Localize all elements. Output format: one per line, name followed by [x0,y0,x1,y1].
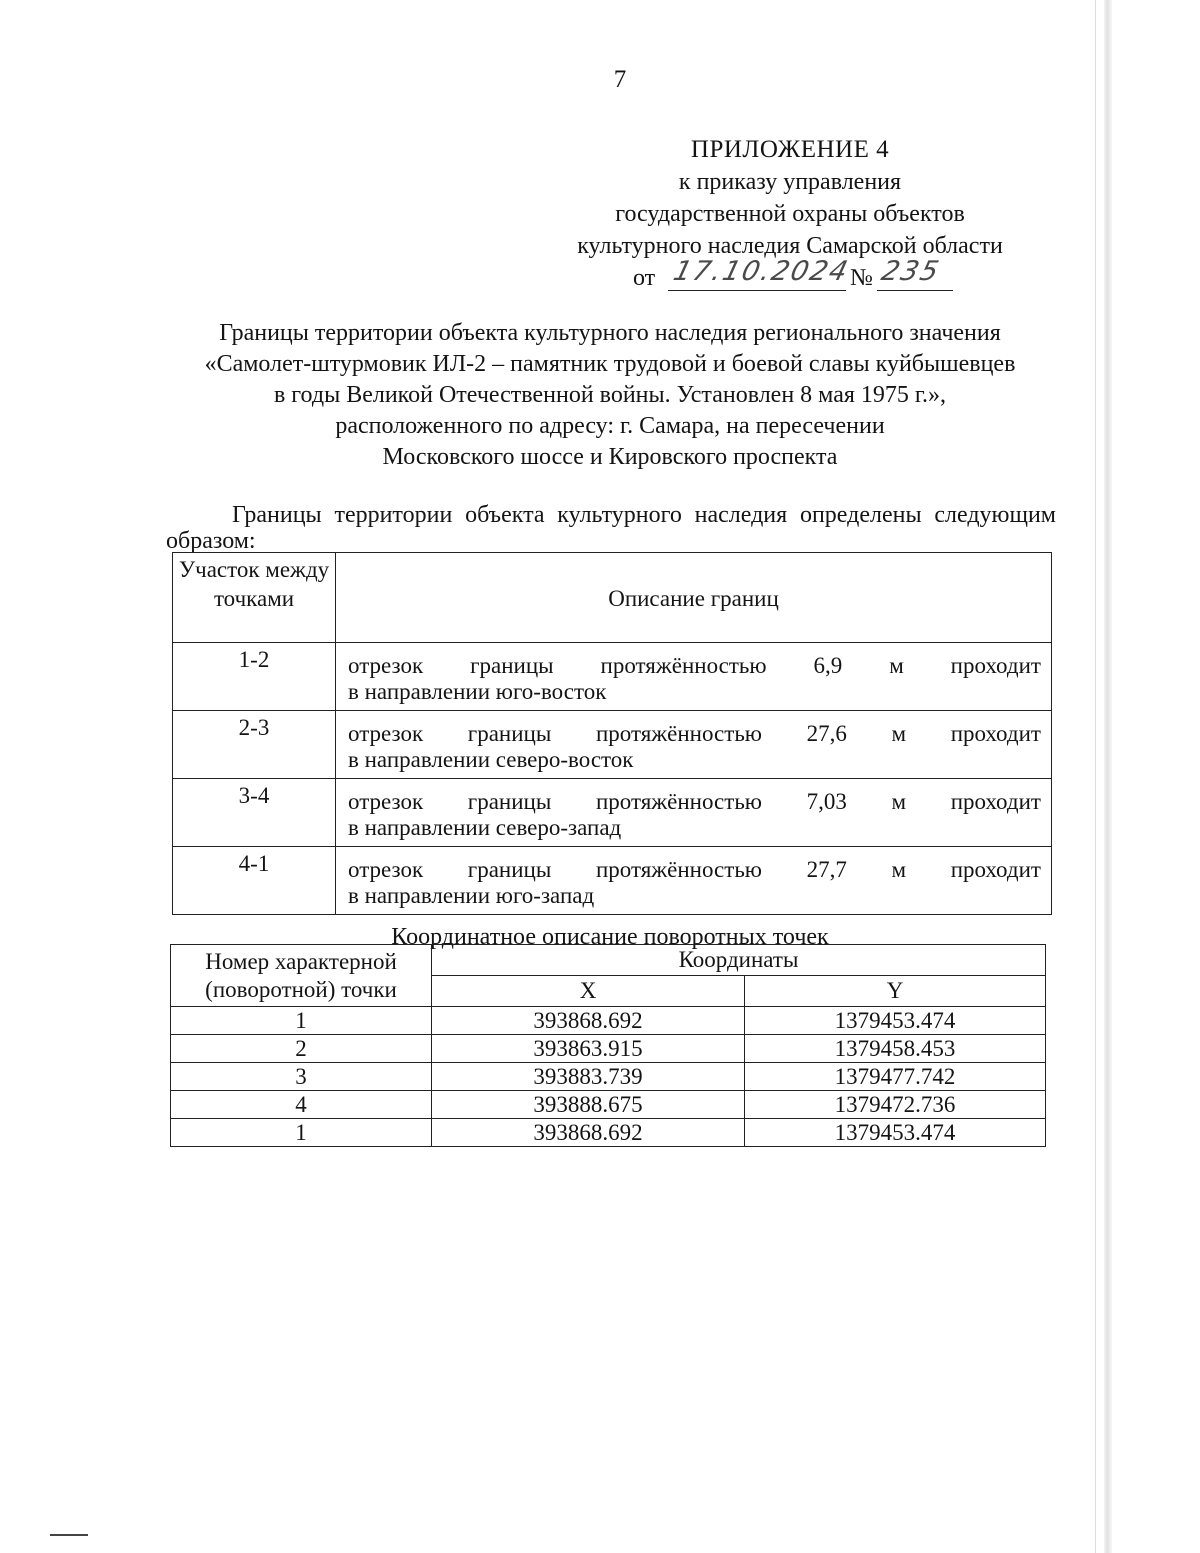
length-unit: м [889,653,904,678]
scan-edge-shadow [1104,0,1112,1553]
coordinate-row [171,1119,1046,1147]
y-column-header: Y [745,976,1046,1007]
boundary-row [173,847,1052,915]
heading-line-4: расположенного по адресу: г. Самара, на пересечении [335,413,885,439]
desc-word: границы [470,653,554,678]
point-header-line-1: Номер характерной [205,948,397,974]
y-coordinate-cell: 1379453.474 [745,1119,1046,1147]
boundary-row [173,779,1052,847]
point-column-header [171,945,432,1007]
desc-word: проходит [950,789,1041,814]
description-first-line [348,857,1041,883]
direction-text: в направлении северо-запад [348,815,622,840]
desc-word: границы [467,789,552,814]
coordinate-row [171,1091,1046,1119]
desc-word: отрезок [348,721,424,746]
description-cell [336,711,1052,779]
point-number-cell: 1 [171,1119,432,1147]
desc-word: отрезок [348,653,424,678]
x-coordinate-cell: 393868.692 [432,1119,745,1147]
scan-edge-line [1095,0,1096,1553]
appendix-block [540,134,1040,296]
y-coordinate-cell: 1379472.736 [745,1091,1046,1119]
description-cell [336,847,1052,915]
desc-word: протяжённостью [595,789,762,814]
order-date-line [540,256,1040,296]
length-unit: м [891,857,907,882]
coordinates-caption: Координатное описание поворотных точек [391,924,829,950]
desc-word: протяжённостью [595,721,762,746]
description-cell [336,643,1052,711]
point-number-cell: 1 [171,1007,432,1035]
x-coordinate-cell: 393888.675 [432,1091,745,1119]
intro-paragraph: Границы территории объекта культурного наследия определены следующим образом: [166,502,1056,554]
coordinates-table [170,944,1046,1147]
corner-mark [50,1534,88,1536]
description-first-line [348,721,1041,747]
point-number-cell: 2 [171,1035,432,1063]
date-underline [668,290,846,291]
description-first-line [348,653,1041,679]
y-coordinate-cell: 1379458.453 [745,1035,1046,1063]
x-coordinate-cell: 393868.692 [432,1007,745,1035]
boundary-row [173,711,1052,779]
direction-text: в направлении юго-запад [348,883,595,908]
segment-cell: 2-3 [173,711,336,779]
number-label: № [850,265,873,291]
desc-word: протяжённостью [595,857,762,882]
boundaries-table [172,552,1052,915]
handwritten-number: 235 [878,256,944,287]
heading-line-2: «Самолет-штурмовик ИЛ-2 – памятник трудовой и боевой славы куйбышевцев [204,351,1016,377]
direction-text: в направлении северо-восток [348,747,634,772]
date-label: от [633,265,656,291]
desc-word: границы [467,857,552,882]
point-header-line-2: (поворотной) точки [205,976,397,1002]
length-value: 27,6 [806,721,847,746]
y-coordinate-cell: 1379477.742 [745,1063,1046,1091]
desc-word: границы [467,721,552,746]
desc-word: протяжённостью [600,653,767,678]
coordinates-column-header: Координаты [432,945,1046,976]
segment-cell: 1-2 [173,643,336,711]
heading-line-3: в годы Великой Отечественной войны. Установлен 8 мая 1975 г.», [273,382,947,408]
heading-line-5: Московского шоссе и Кировского проспекта [382,444,838,470]
length-value: 7,03 [806,789,847,814]
desc-word: отрезок [348,789,424,814]
length-value: 6,9 [813,653,843,678]
description-first-line [348,789,1041,815]
segment-column-header: Участок между точками [173,553,336,643]
coordinate-row [171,1035,1046,1063]
segment-cell: 3-4 [173,779,336,847]
number-underline [877,290,953,291]
boundaries-header-row [173,553,1052,643]
point-number-cell: 4 [171,1091,432,1119]
page-number: 7 [613,66,627,93]
document-heading [150,318,1070,473]
heading-line-1: Границы территории объекта культурного наследия регионального значения [219,320,1001,346]
y-coordinate-cell: 1379453.474 [745,1007,1046,1035]
x-coordinate-cell: 393883.739 [432,1063,745,1091]
point-number-cell: 3 [171,1063,432,1091]
desc-word: отрезок [348,857,424,882]
desc-word: проходит [950,721,1041,746]
desc-word: проходит [950,653,1041,678]
x-coordinate-cell: 393863.915 [432,1035,745,1063]
boundary-row [173,643,1052,711]
segment-cell: 4-1 [173,847,336,915]
length-value: 27,7 [806,857,847,882]
appendix-title: ПРИЛОЖЕНИЕ 4 [690,136,890,163]
appendix-line-1: к приказу управления [678,169,902,195]
direction-text: в направлении юго-восток [348,679,607,704]
handwritten-date: 17.10.2024 [670,256,853,287]
length-unit: м [891,789,907,814]
appendix-line-3: культурного наследия Самарской области [577,233,1003,259]
desc-word: проходит [950,857,1041,882]
description-cell [336,779,1052,847]
x-column-header: X [432,976,745,1007]
coordinates-header-row-1 [171,945,1046,976]
length-unit: м [891,721,907,746]
appendix-line-2: государственной охраны объектов [615,201,965,227]
description-column-header: Описание границ [336,553,1052,643]
coordinate-row [171,1007,1046,1035]
coordinate-row [171,1063,1046,1091]
